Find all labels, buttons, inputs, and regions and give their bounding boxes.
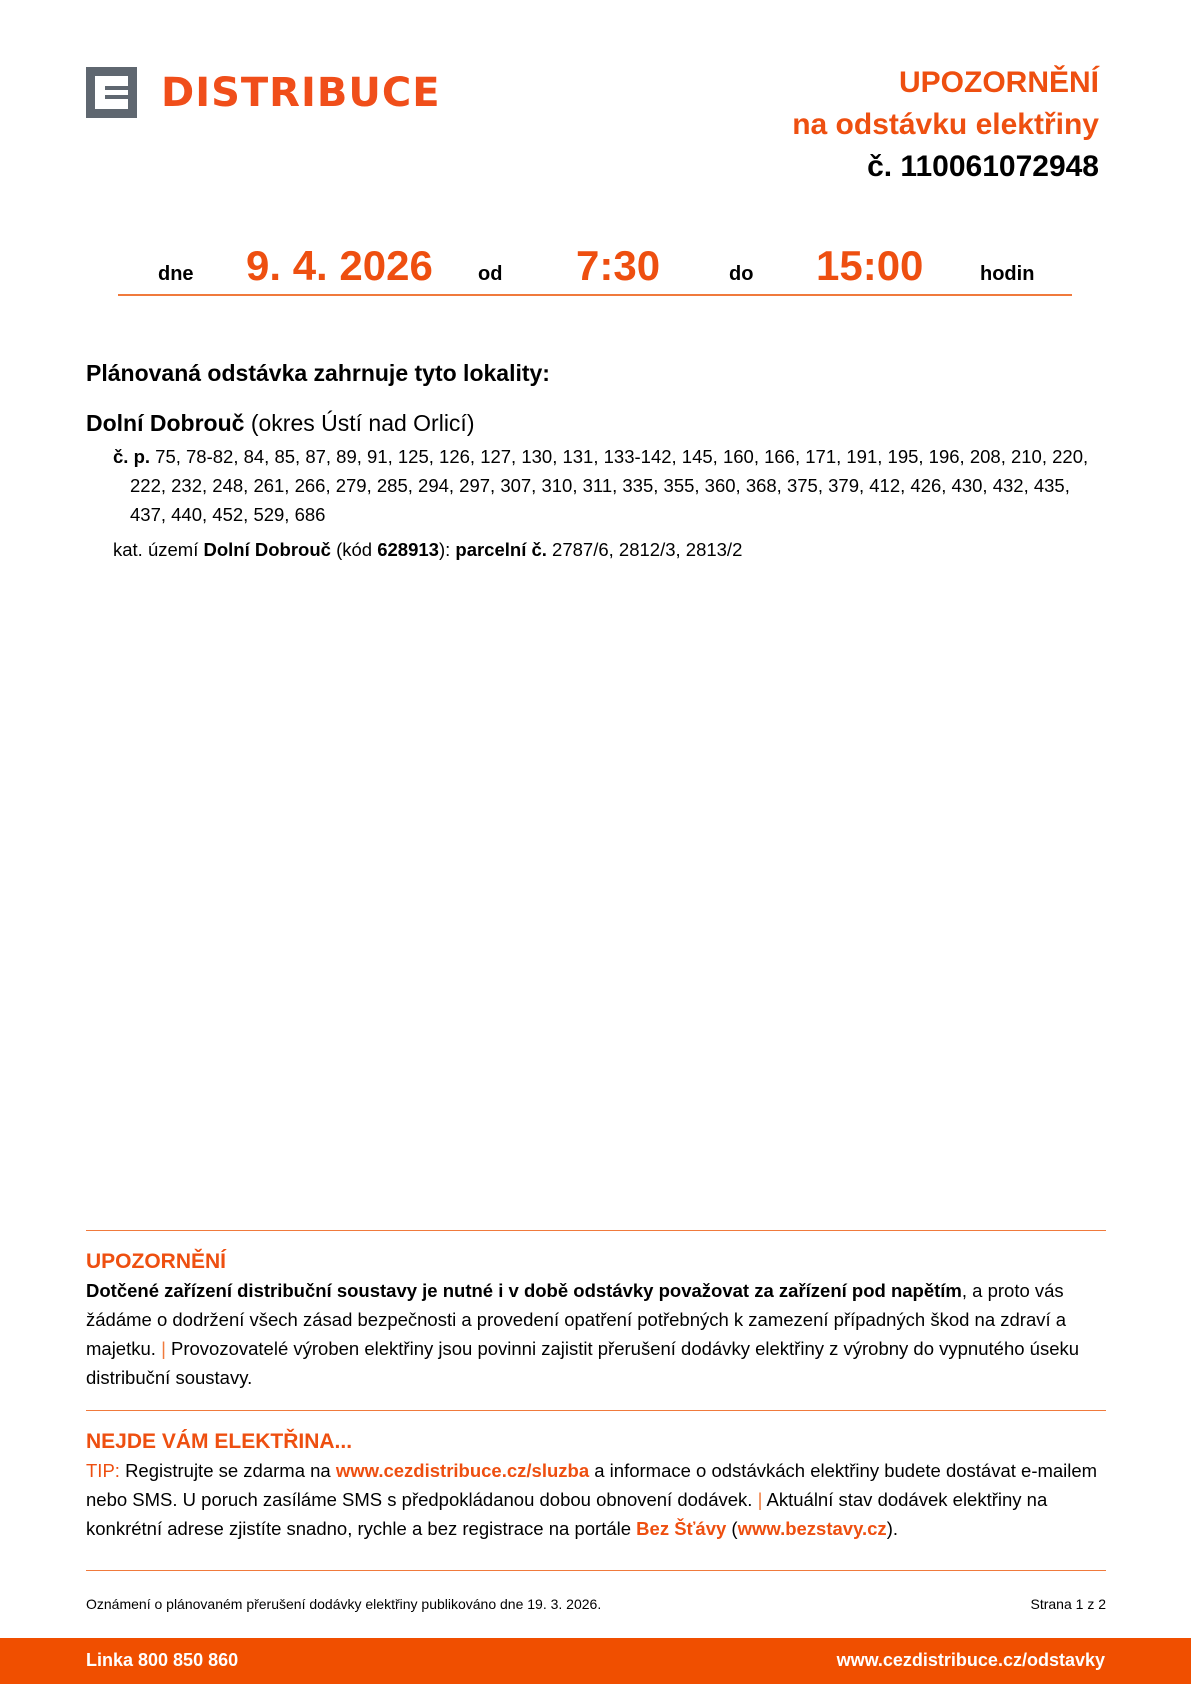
portal-name: Bez Šťávy [636, 1518, 727, 1539]
tip-label: TIP: [86, 1460, 120, 1481]
page-number: Strana 1 z 2 [1030, 1596, 1106, 1612]
title-line1: UPOZORNĚNÍ [898, 66, 1099, 99]
house-numbers [113, 442, 1108, 529]
divider [86, 1570, 1106, 1571]
registration-link[interactable]: www.cezdistribuce.cz/sluzba [335, 1460, 590, 1481]
warning-text-2: Provozovatelé výroben elektřiny jsou povinni zajistit přerušení dodávky elektřiny z výrobny do vypnutého úseku distribuční soustavy. [86, 1338, 1080, 1388]
warning-text [86, 1276, 1111, 1392]
divider [86, 1230, 1106, 1231]
warning-heading: UPOZORNĚNÍ [86, 1250, 227, 1273]
info-text-3: Aktuální stav dodávek elektřiny na konkrétní adrese zjistíte snadno, rychle a bez registrace na portále [86, 1489, 1048, 1539]
outages-website-link[interactable]: www.cezdistribuce.cz/odstavky [836, 1650, 1105, 1670]
cadastral-code: 628913 [377, 539, 439, 560]
house-numbers-label: č. p. [113, 446, 151, 467]
warning-bold-text: Dotčené zařízení distribuční soustavy je nutné i v době odstávky považovat za zařízení pod napětím [86, 1280, 962, 1301]
info-text-2: a informace o odstávkách elektřiny budete dostávat e-mailem nebo SMS. U poruch zasíláme SMS s předpokládanou dobou obnovení dodávek. [86, 1460, 1098, 1510]
notice-title [792, 62, 1099, 188]
to-label: do [729, 263, 754, 285]
from-label: od [478, 263, 503, 285]
outage-date: 9. 4. 2026 [246, 242, 433, 289]
code-suffix: ): [438, 539, 451, 560]
notice-number: č. 110061072948 [867, 150, 1099, 183]
company-logo [86, 67, 441, 118]
locality-name [86, 410, 474, 437]
logo-text: DISTRIBUCE [161, 69, 441, 116]
date-label: dne [158, 263, 194, 285]
title-line2: na odstávku elektřiny [792, 108, 1099, 141]
parcel-numbers: 2787/6, 2812/3, 2813/2 [552, 539, 743, 560]
cez-logo-icon [86, 67, 137, 118]
footer-bar [0, 1638, 1191, 1684]
hours-label: hodin [980, 263, 1035, 285]
cadastral-prefix: kat. území [113, 539, 199, 560]
paren-close: ). [886, 1518, 898, 1539]
cadastral-info [113, 538, 742, 562]
published-note: Oznámení o plánovaném přerušení dodávky elektřiny publikováno dne 19. 3. 2026. [86, 1596, 602, 1612]
parcel-label: parcelní č. [455, 539, 547, 560]
info-text [86, 1456, 1111, 1543]
localities-heading: Plánovaná odstávka zahrnuje tyto lokality: [86, 360, 550, 386]
separator: | [757, 1489, 763, 1510]
info-section [86, 1428, 1111, 1543]
house-numbers-list: 75, 78-82, 84, 85, 87, 89, 91, 125, 126, 127, 130, 131, 133-142, 145, 160, 166, 171, 191, 195, 196, 208, 210, 220, 222, 232, 248, 261, 266, 279, 285, 294, 297, 307, 310, 311, 335, 355, 360, 368, 375, 379, 412, 426, 430, 432, 435, 437, 440, 452, 529, 686 [130, 446, 1089, 525]
cadastral-name: Dolní Dobrouč [203, 539, 331, 560]
locality-town: Dolní Dobrouč [86, 410, 245, 436]
separator: | [161, 1338, 166, 1359]
warning-section [86, 1248, 1111, 1392]
code-prefix: (kód [336, 539, 373, 560]
start-time: 7:30 [576, 242, 661, 289]
info-heading: NEJDE VÁM ELEKTŘINA... [86, 1430, 353, 1453]
locality-district: (okres Ústí nad Orlicí) [250, 410, 475, 436]
info-text-1: Registrujte se zdarma na [125, 1460, 331, 1481]
warning-text-1: , a proto vás žádáme o dodržení všech zásad bezpečnosti a provedení opatření potřebných k zamezení případných škod na zdraví a majetku. [86, 1280, 1067, 1359]
paren-open: ( [731, 1518, 738, 1539]
hotline: Linka 800 850 860 [86, 1650, 239, 1670]
bezstavy-link[interactable]: www.bezstavy.cz [737, 1518, 887, 1539]
end-time: 15:00 [816, 242, 924, 289]
divider [86, 1410, 1106, 1411]
outage-schedule [118, 240, 1072, 296]
